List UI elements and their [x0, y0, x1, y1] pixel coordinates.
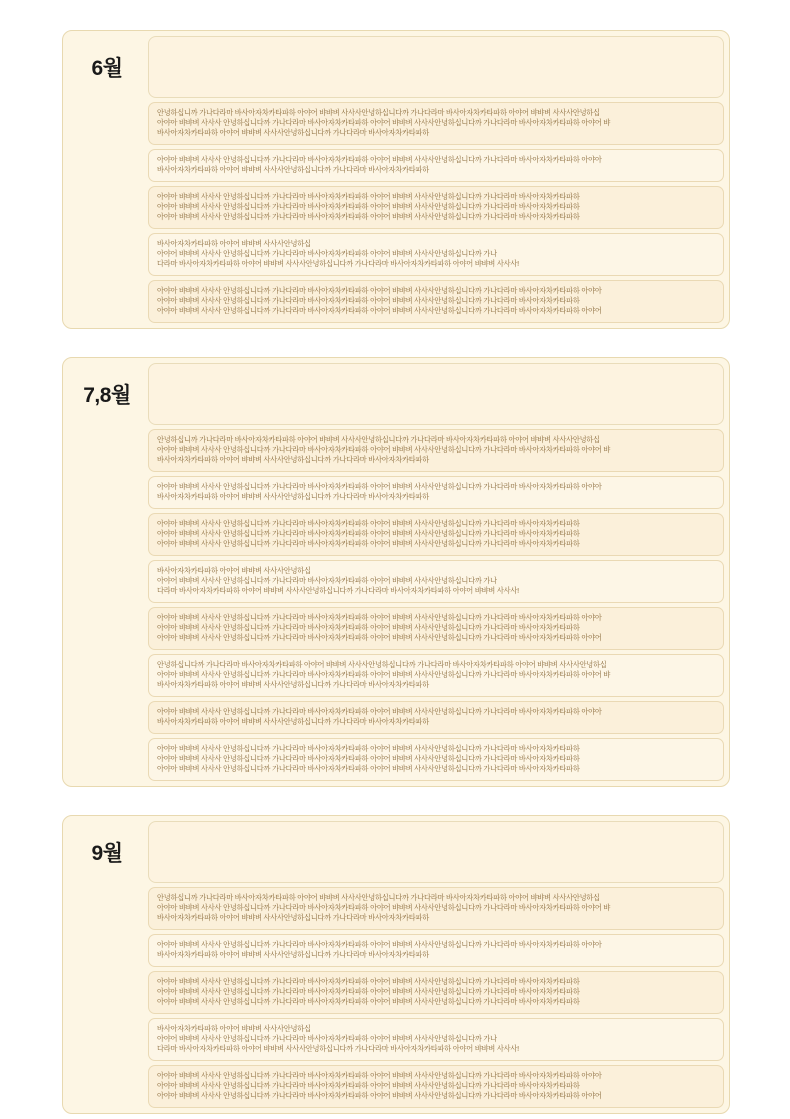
row-content — [148, 560, 724, 603]
row-text-line: 아야아 뱌뱌벼 사사사 안녕하십니다까 가나다라마 바사아자차카타파하 아야어 뱌뱌벼 사사사안녕하십니다까 가나다라마 바사아자차카타파하 — [157, 529, 580, 538]
row-text-line: 바사아자차카타파하 아야어 뱌뱌벼 사사사안녕하십니다까 가나다라마 바사아자차카타파하 — [157, 492, 429, 501]
row-text-line: 다라마 바사아자차카타파하 아야어 뱌뱌벼 사사사안녕하십니다까 가나다라마 바사아자차카타파하 아야어 뱌뱌벼 사사사! — [157, 259, 519, 268]
table-row — [66, 1063, 726, 1110]
row-gutter — [66, 1016, 148, 1063]
table-row — [66, 736, 726, 783]
row-gutter — [66, 932, 148, 969]
month-label: 6월 — [91, 57, 123, 80]
row-content — [148, 1018, 724, 1061]
row-text-line: 아야아 뱌뱌벼 사사사 안녕하십니다까 가나다라마 바사아자차카타파하 아야어 뱌뱌벼 사사사안녕하십니다까 가나다라마 바사아자차카타파하 아야어 — [157, 1091, 602, 1100]
row-content — [148, 701, 724, 734]
row-text-line: 안녕하십니까 가나다라마 바사아자차카타파하 아야어 뱌뱌벼 사사사안녕하십니다까 가나다라마 바사아자차카타파하 아야어 뱌뱌벼 사사사안녕하십 — [157, 893, 600, 902]
table-row — [66, 100, 726, 147]
row-content — [148, 971, 724, 1014]
row-text-line: 아야아 뱌뱌벼 사사사 안녕하십니다까 가나다라마 바사아자차카타파하 아야어 뱌뱌벼 사사사안녕하십니다까 가나다라마 바사아자차카타파하 아야아 — [157, 707, 602, 716]
table-row — [66, 474, 726, 511]
row-text-line: 다라마 바사아자차카타파하 아야어 뱌뱌벼 사사사안녕하십니다까 가나다라마 바사아자차카타파하 아야어 뱌뱌벼 사사사! — [157, 586, 519, 595]
row-gutter — [66, 736, 148, 783]
row-gutter — [66, 100, 148, 147]
row-text-line: 아야아 뱌뱌벼 사사사 안녕하십니다까 가나다라마 바사아자차카타파하 아야어 뱌뱌벼 사사사안녕하십니다까 가나다라마 바사아자차카타파하 아야아 — [157, 1071, 602, 1080]
row-content — [148, 429, 724, 472]
row-content — [148, 738, 724, 781]
table-row — [66, 605, 726, 652]
section-header-body — [148, 821, 724, 883]
row-text-line: 아야어 뱌뱌벼 사사사 안녕하십니다까 가나다라마 바사아자차카타파하 아야어 뱌뱌벼 사사사안녕하십니다까 가나 — [157, 249, 497, 258]
row-text-line: 바사아자차카타파하 아야어 뱌뱌벼 사사사안녕하십니다까 가나다라마 바사아자차카타파하 — [157, 165, 429, 174]
row-text-line: 아야아 뱌뱌벼 사사사 안녕하십니다까 가나다라마 바사아자차카타파하 아야어 뱌뱌벼 사사사안녕하십니다까 가나다라마 바사아자차카타파하 — [157, 202, 580, 211]
row-text-line: 아야아 뱌뱌벼 사사사 안녕하십니다까 가나다라마 바사아자차카타파하 아야어 뱌뱌벼 사사사안녕하십니다까 가나다라마 바사아자차카타파하 아야어 뱌 — [157, 670, 611, 679]
row-text-line: 아야아 뱌뱌벼 사사사 안녕하십니다까 가나다라마 바사아자차카타파하 아야어 뱌뱌벼 사사사안녕하십니다까 가나다라마 바사아자차카타파하 아야아 — [157, 940, 602, 949]
row-content — [148, 934, 724, 967]
row-content — [148, 1065, 724, 1108]
table-row — [66, 969, 726, 1016]
section-header — [66, 34, 726, 100]
row-gutter — [66, 184, 148, 231]
row-text-line: 아야어 뱌뱌벼 사사사 안녕하십니다까 가나다라마 바사아자차카타파하 아야어 뱌뱌벼 사사사안녕하십니다까 가나 — [157, 576, 497, 585]
row-content — [148, 476, 724, 509]
row-text-line: 바사아자차카타파하 아야어 뱌뱌벼 사사사안녕하십니다까 가나다라마 바사아자차카타파하 — [157, 717, 429, 726]
table-row — [66, 652, 726, 699]
table-row — [66, 231, 726, 278]
table-row — [66, 278, 726, 325]
row-text-line: 아야아 뱌뱌벼 사사사 안녕하십니다까 가나다라마 바사아자차카타파하 아야어 뱌뱌벼 사사사안녕하십니다까 가나다라마 바사아자차카타파하 — [157, 987, 580, 996]
row-text-line: 바사아자차카타파하 아야어 뱌뱌벼 사사사안녕하십 — [157, 1024, 311, 1033]
row-content — [148, 513, 724, 556]
row-content — [148, 280, 724, 323]
row-gutter — [66, 558, 148, 605]
row-gutter — [66, 969, 148, 1016]
row-text-line: 아야아 뱌뱌벼 사사사 안녕하십니다까 가나다라마 바사아자차카타파하 아야어 뱌뱌벼 사사사안녕하십니다까 가나다라마 바사아자차카타파하 — [157, 212, 580, 221]
row-text-line: 아야아 뱌뱌벼 사사사 안녕하십니다까 가나다라마 바사아자차카타파하 아야어 뱌뱌벼 사사사안녕하십니다까 가나다라마 바사아자차카타파하 아야어 뱌 — [157, 903, 611, 912]
row-gutter — [66, 278, 148, 325]
row-text-line: 바사아자차카타파하 아야어 뱌뱌벼 사사사안녕하십 — [157, 566, 311, 575]
row-gutter — [66, 474, 148, 511]
row-text-line: 아야아 뱌뱌벼 사사사 안녕하십니다까 가나다라마 바사아자차카타파하 아야어 뱌뱌벼 사사사안녕하십니다까 가나다라마 바사아자차카타파하 — [157, 1081, 580, 1090]
row-content — [148, 607, 724, 650]
row-content — [148, 887, 724, 930]
sections-container — [62, 30, 732, 1114]
row-text-line: 바사아자차카타파하 아야어 뱌뱌벼 사사사안녕하십니다까 가나다라마 바사아자차카타파하 — [157, 455, 429, 464]
row-gutter — [66, 231, 148, 278]
row-gutter — [66, 605, 148, 652]
month-section — [62, 30, 730, 329]
row-text-line: 아야아 뱌뱌벼 사사사 안녕하십니다까 가나다라마 바사아자차카타파하 아야어 뱌뱌벼 사사사안녕하십니다까 가나다라마 바사아자차카타파하 — [157, 623, 580, 632]
section-header — [66, 361, 726, 427]
row-text-line: 안녕하십니까 가나다라마 바사아자차카타파하 아야어 뱌뱌벼 사사사안녕하십니다까 가나다라마 바사아자차카타파하 아야어 뱌뱌벼 사사사안녕하십 — [157, 108, 600, 117]
month-label: 9월 — [91, 842, 123, 865]
row-content — [148, 102, 724, 145]
row-text-line: 아야어 뱌뱌벼 사사사 안녕하십니다까 가나다라마 바사아자차카타파하 아야어 뱌뱌벼 사사사안녕하십니다까 가나 — [157, 1034, 497, 1043]
table-row — [66, 885, 726, 932]
table-row — [66, 427, 726, 474]
row-text-line: 아야아 뱌뱌벼 사사사 안녕하십니다까 가나다라마 바사아자차카타파하 아야어 뱌뱌벼 사사사안녕하십니다까 가나다라마 바사아자차카타파하 아야어 — [157, 633, 602, 642]
row-text-line: 아야아 뱌뱌벼 사사사 안녕하십니다까 가나다라마 바사아자차카타파하 아야어 뱌뱌벼 사사사안녕하십니다까 가나다라마 바사아자차카타파하 아야어 뱌 — [157, 445, 611, 454]
row-text-line: 아야아 뱌뱌벼 사사사 안녕하십니다까 가나다라마 바사아자차카타파하 아야어 뱌뱌벼 사사사안녕하십니다까 가나다라마 바사아자차카타파하 아야아 — [157, 613, 602, 622]
row-content — [148, 654, 724, 697]
table-row — [66, 558, 726, 605]
row-text-line: 아야아 뱌뱌벼 사사사 안녕하십니다까 가나다라마 바사아자차카타파하 아야어 뱌뱌벼 사사사안녕하십니다까 가나다라마 바사아자차카타파하 아야아 — [157, 286, 602, 295]
row-text-line: 안녕하십니다까 가나다라마 바사아자차카타파하 아야어 뱌뱌벼 사사사안녕하십니다까 가나다라마 바사아자차카타파하 아야어 뱌뱌벼 사사사안녕하십 — [157, 660, 607, 669]
row-text-line: 아야아 뱌뱌벼 사사사 안녕하십니다까 가나다라마 바사아자차카타파하 아야어 뱌뱌벼 사사사안녕하십니다까 가나다라마 바사아자차카타파하 아야아 — [157, 482, 602, 491]
row-gutter — [66, 885, 148, 932]
month-label: 7,8월 — [83, 384, 131, 407]
section-header-body — [148, 36, 724, 98]
row-text-line: 다라마 바사아자차카타파하 아야어 뱌뱌벼 사사사안녕하십니다까 가나다라마 바사아자차카타파하 아야어 뱌뱌벼 사사사! — [157, 1044, 519, 1053]
table-row — [66, 1016, 726, 1063]
row-gutter — [66, 511, 148, 558]
section-header — [66, 819, 726, 885]
row-text-line: 바사아자차카타파하 아야어 뱌뱌벼 사사사안녕하십니다까 가나다라마 바사아자차카타파하 — [157, 913, 429, 922]
row-gutter — [66, 699, 148, 736]
row-text-line: 아야아 뱌뱌벼 사사사 안녕하십니다까 가나다라마 바사아자차카타파하 아야어 뱌뱌벼 사사사안녕하십니다까 가나다라마 바사아자차카타파하 — [157, 296, 580, 305]
row-text-line: 아야아 뱌뱌벼 사사사 안녕하십니다까 가나다라마 바사아자차카타파하 아야어 뱌뱌벼 사사사안녕하십니다까 가나다라마 바사아자차카타파하 — [157, 764, 580, 773]
row-gutter — [66, 147, 148, 184]
row-text-line: 아야아 뱌뱌벼 사사사 안녕하십니다까 가나다라마 바사아자차카타파하 아야어 뱌뱌벼 사사사안녕하십니다까 가나다라마 바사아자차카타파하 아야어 뱌 — [157, 118, 611, 127]
month-section — [62, 357, 730, 787]
row-text-line: 바사아자차카타파하 아야어 뱌뱌벼 사사사안녕하십 — [157, 239, 311, 248]
row-text-line: 아야아 뱌뱌벼 사사사 안녕하십니다까 가나다라마 바사아자차카타파하 아야어 뱌뱌벼 사사사안녕하십니다까 가나다라마 바사아자차카타파하 아야아 — [157, 155, 602, 164]
row-text-line: 아야아 뱌뱌벼 사사사 안녕하십니다까 가나다라마 바사아자차카타파하 아야어 뱌뱌벼 사사사안녕하십니다까 가나다라마 바사아자차카타파하 — [157, 539, 580, 548]
month-section — [62, 815, 730, 1114]
row-text-line: 아야아 뱌뱌벼 사사사 안녕하십니다까 가나다라마 바사아자차카타파하 아야어 뱌뱌벼 사사사안녕하십니다까 가나다라마 바사아자차카타파하 — [157, 519, 580, 528]
row-content — [148, 186, 724, 229]
row-content — [148, 149, 724, 182]
row-text-line: 아야아 뱌뱌벼 사사사 안녕하십니다까 가나다라마 바사아자차카타파하 아야어 뱌뱌벼 사사사안녕하십니다까 가나다라마 바사아자차카타파하 아야어 — [157, 306, 602, 315]
table-row — [66, 184, 726, 231]
table-row — [66, 147, 726, 184]
row-content — [148, 233, 724, 276]
row-text-line: 아야아 뱌뱌벼 사사사 안녕하십니다까 가나다라마 바사아자차카타파하 아야어 뱌뱌벼 사사사안녕하십니다까 가나다라마 바사아자차카타파하 — [157, 997, 580, 1006]
row-text-line: 바사아자차카타파하 아야어 뱌뱌벼 사사사안녕하십니다까 가나다라마 바사아자차카타파하 — [157, 950, 429, 959]
row-text-line: 안녕하십니까 가나다라마 바사아자차카타파하 아야어 뱌뱌벼 사사사안녕하십니다까 가나다라마 바사아자차카타파하 아야어 뱌뱌벼 사사사안녕하십 — [157, 435, 600, 444]
row-text-line: 아야아 뱌뱌벼 사사사 안녕하십니다까 가나다라마 바사아자차카타파하 아야어 뱌뱌벼 사사사안녕하십니다까 가나다라마 바사아자차카타파하 — [157, 192, 580, 201]
row-text-line: 바사아자차카타파하 아야어 뱌뱌벼 사사사안녕하십니다까 가나다라마 바사아자차카타파하 — [157, 128, 429, 137]
row-text-line: 아야아 뱌뱌벼 사사사 안녕하십니다까 가나다라마 바사아자차카타파하 아야어 뱌뱌벼 사사사안녕하십니다까 가나다라마 바사아자차카타파하 — [157, 744, 580, 753]
table-row — [66, 932, 726, 969]
row-text-line: 바사아자차카타파하 아야어 뱌뱌벼 사사사안녕하십니다까 가나다라마 바사아자차카타파하 — [157, 680, 429, 689]
row-gutter — [66, 427, 148, 474]
row-gutter — [66, 1063, 148, 1110]
table-row — [66, 511, 726, 558]
row-gutter — [66, 652, 148, 699]
row-text-line: 아야아 뱌뱌벼 사사사 안녕하십니다까 가나다라마 바사아자차카타파하 아야어 뱌뱌벼 사사사안녕하십니다까 가나다라마 바사아자차카타파하 — [157, 754, 580, 763]
section-header-body — [148, 363, 724, 425]
row-text-line: 아야아 뱌뱌벼 사사사 안녕하십니다까 가나다라마 바사아자차카타파하 아야어 뱌뱌벼 사사사안녕하십니다까 가나다라마 바사아자차카타파하 — [157, 977, 580, 986]
table-row — [66, 699, 726, 736]
